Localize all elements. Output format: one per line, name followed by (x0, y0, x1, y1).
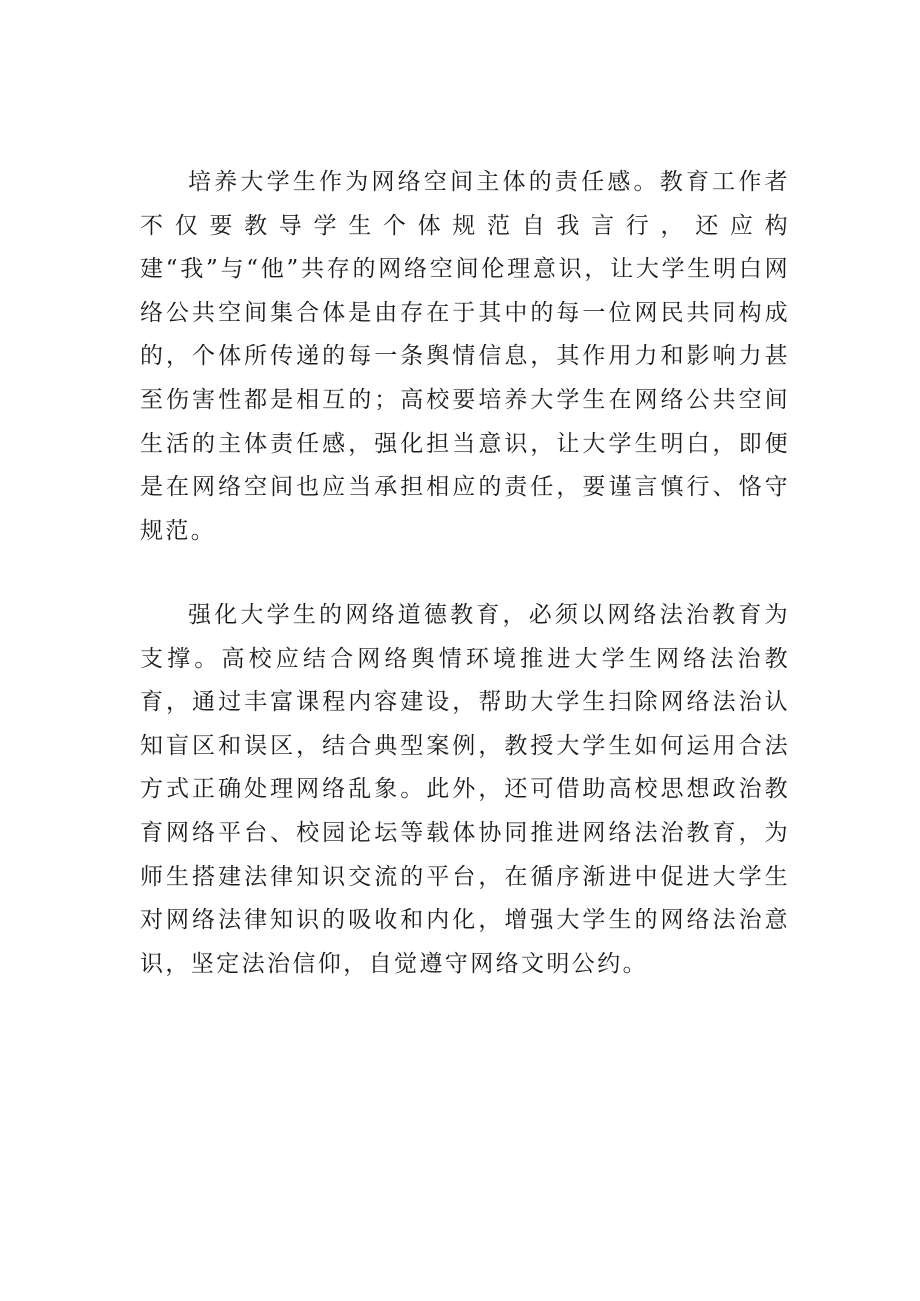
paragraph-legal-education: 强化大学生的网络道德教育，必须以网络法治教育为支撑。高校应结合网络舆情环境推进大学生网络法治教育，通过丰富课程内容建设，帮助大学生扫除网络法治认知盲区和误区，结合典型案例，教授大学生如何运用合法方式正确处理网络乱象。此外，还可借助高校思想政治教育网络平台、校园论坛等载体协同推进网络法治教育，为师生搭建法律知识交流的平台，在循序渐进中促进大学生对网络法律知识的吸收和内化，增强大学生的网络法治意识，坚定法治信仰，自觉遵守网络文明公约。 (140, 602, 790, 977)
paragraph-responsibility: 培养大学生作为网络空间主体的责任感。教育工作者不仅要教导学生个体规范自我言行，还应构建“我”与“他”共存的网络空间伦理意识，让大学生明白网络公共空间集合体是由存在于其中的每一位网民共同构成的，个体所传递的每一条舆情信息，其作用力和影响力甚至伤害性都是相互的；高校要培养大学生在网络公共空间生活的主体责任感，强化担当意识，让大学生明白，即便是在网络空间也应当承担相应的责任，要谨言慎行、恪守规范。 (140, 169, 790, 544)
